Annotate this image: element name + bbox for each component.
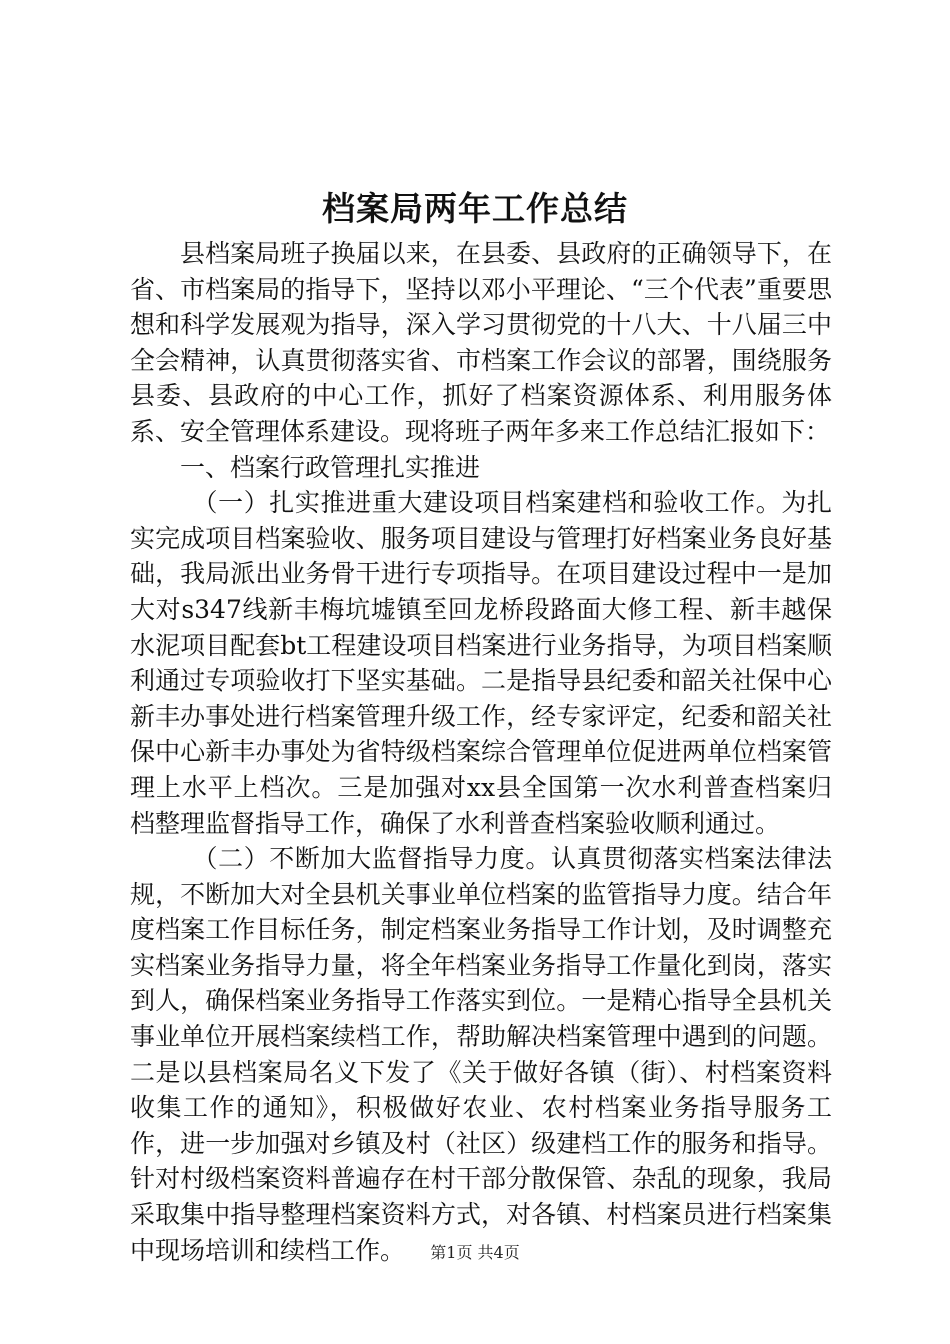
intro-paragraph: 县档案局班子换届以来，在县委、县政府的正确领导下，在省、市档案局的指导下，坚持以邓小平理论、“三个代表”重要思想和科学发展观为指导，深入学习贯彻党的十八大、十八届三中全会精神，认真贯彻落实省、市档案工作会议的部署，围绕服务县委、县政府的中心工作，抓好了档案资源体系、利用服务体系、安全管理体系建设。现将班子两年多来工作总结汇报如下： (130, 239, 832, 446)
subsection-paragraph: （一）扎实推进重大建设项目档案建档和验收工作。为扎实完成项目档案验收、服务项目建设与管理打好档案业务良好基础，我局派出业务骨干进行专项指导。在项目建设过程中一是加大对s347线新丰梅坑墟镇至回龙桥段路面大修工程、新丰越保水泥项目配套bt工程建设项目档案进行业务指导，为项目档案顺利通过专项验收打下坚实基础。二是指导县纪委和韶关社保中心新丰办事处进行档案管理升级工作，经专家评定，纪委和韶关社保中心新丰办事处为省特级档案综合管理单位促进两单位档案管理上水平上档次。三是加强对xx县全国第一次水利普查档案归档整理监督指导工作，确保了水利普查档案验收顺利通过。 (130, 488, 832, 838)
document-title: 档案局两年工作总结 (322, 189, 628, 228)
page-footer: 第1页 共4页 (430, 1243, 520, 1262)
document-body (130, 236, 832, 1268)
subsection-paragraph: （二）不断加大监督指导力度。认真贯彻落实档案法律法规，不断加大对全县机关事业单位档案的监管指导力度。结合年度档案工作目标任务，制定档案业务指导工作计划，及时调整充实档案业务指导力量，将全年档案业务指导工作量化到岗，落实到人，确保档案业务指导工作落实到位。一是精心指导全县机关事业单位开展档案续档工作，帮助解决档案管理中遇到的问题。二是以县档案局名义下发了《关于做好各镇（街）、村档案资料收集工作的通知》，积极做好农业、农村档案业务指导服务工作，进一步加强对乡镇及村（社区）级建档工作的服务和指导。针对村级档案资料普遍存在村干部分散保管、杂乱的现象，我局采取集中指导整理档案资料方式，对各镇、村档案员进行档案集中现场培训和续档工作。 (130, 844, 832, 1265)
section-heading: 一、档案行政管理扎实推进 (180, 452, 481, 482)
